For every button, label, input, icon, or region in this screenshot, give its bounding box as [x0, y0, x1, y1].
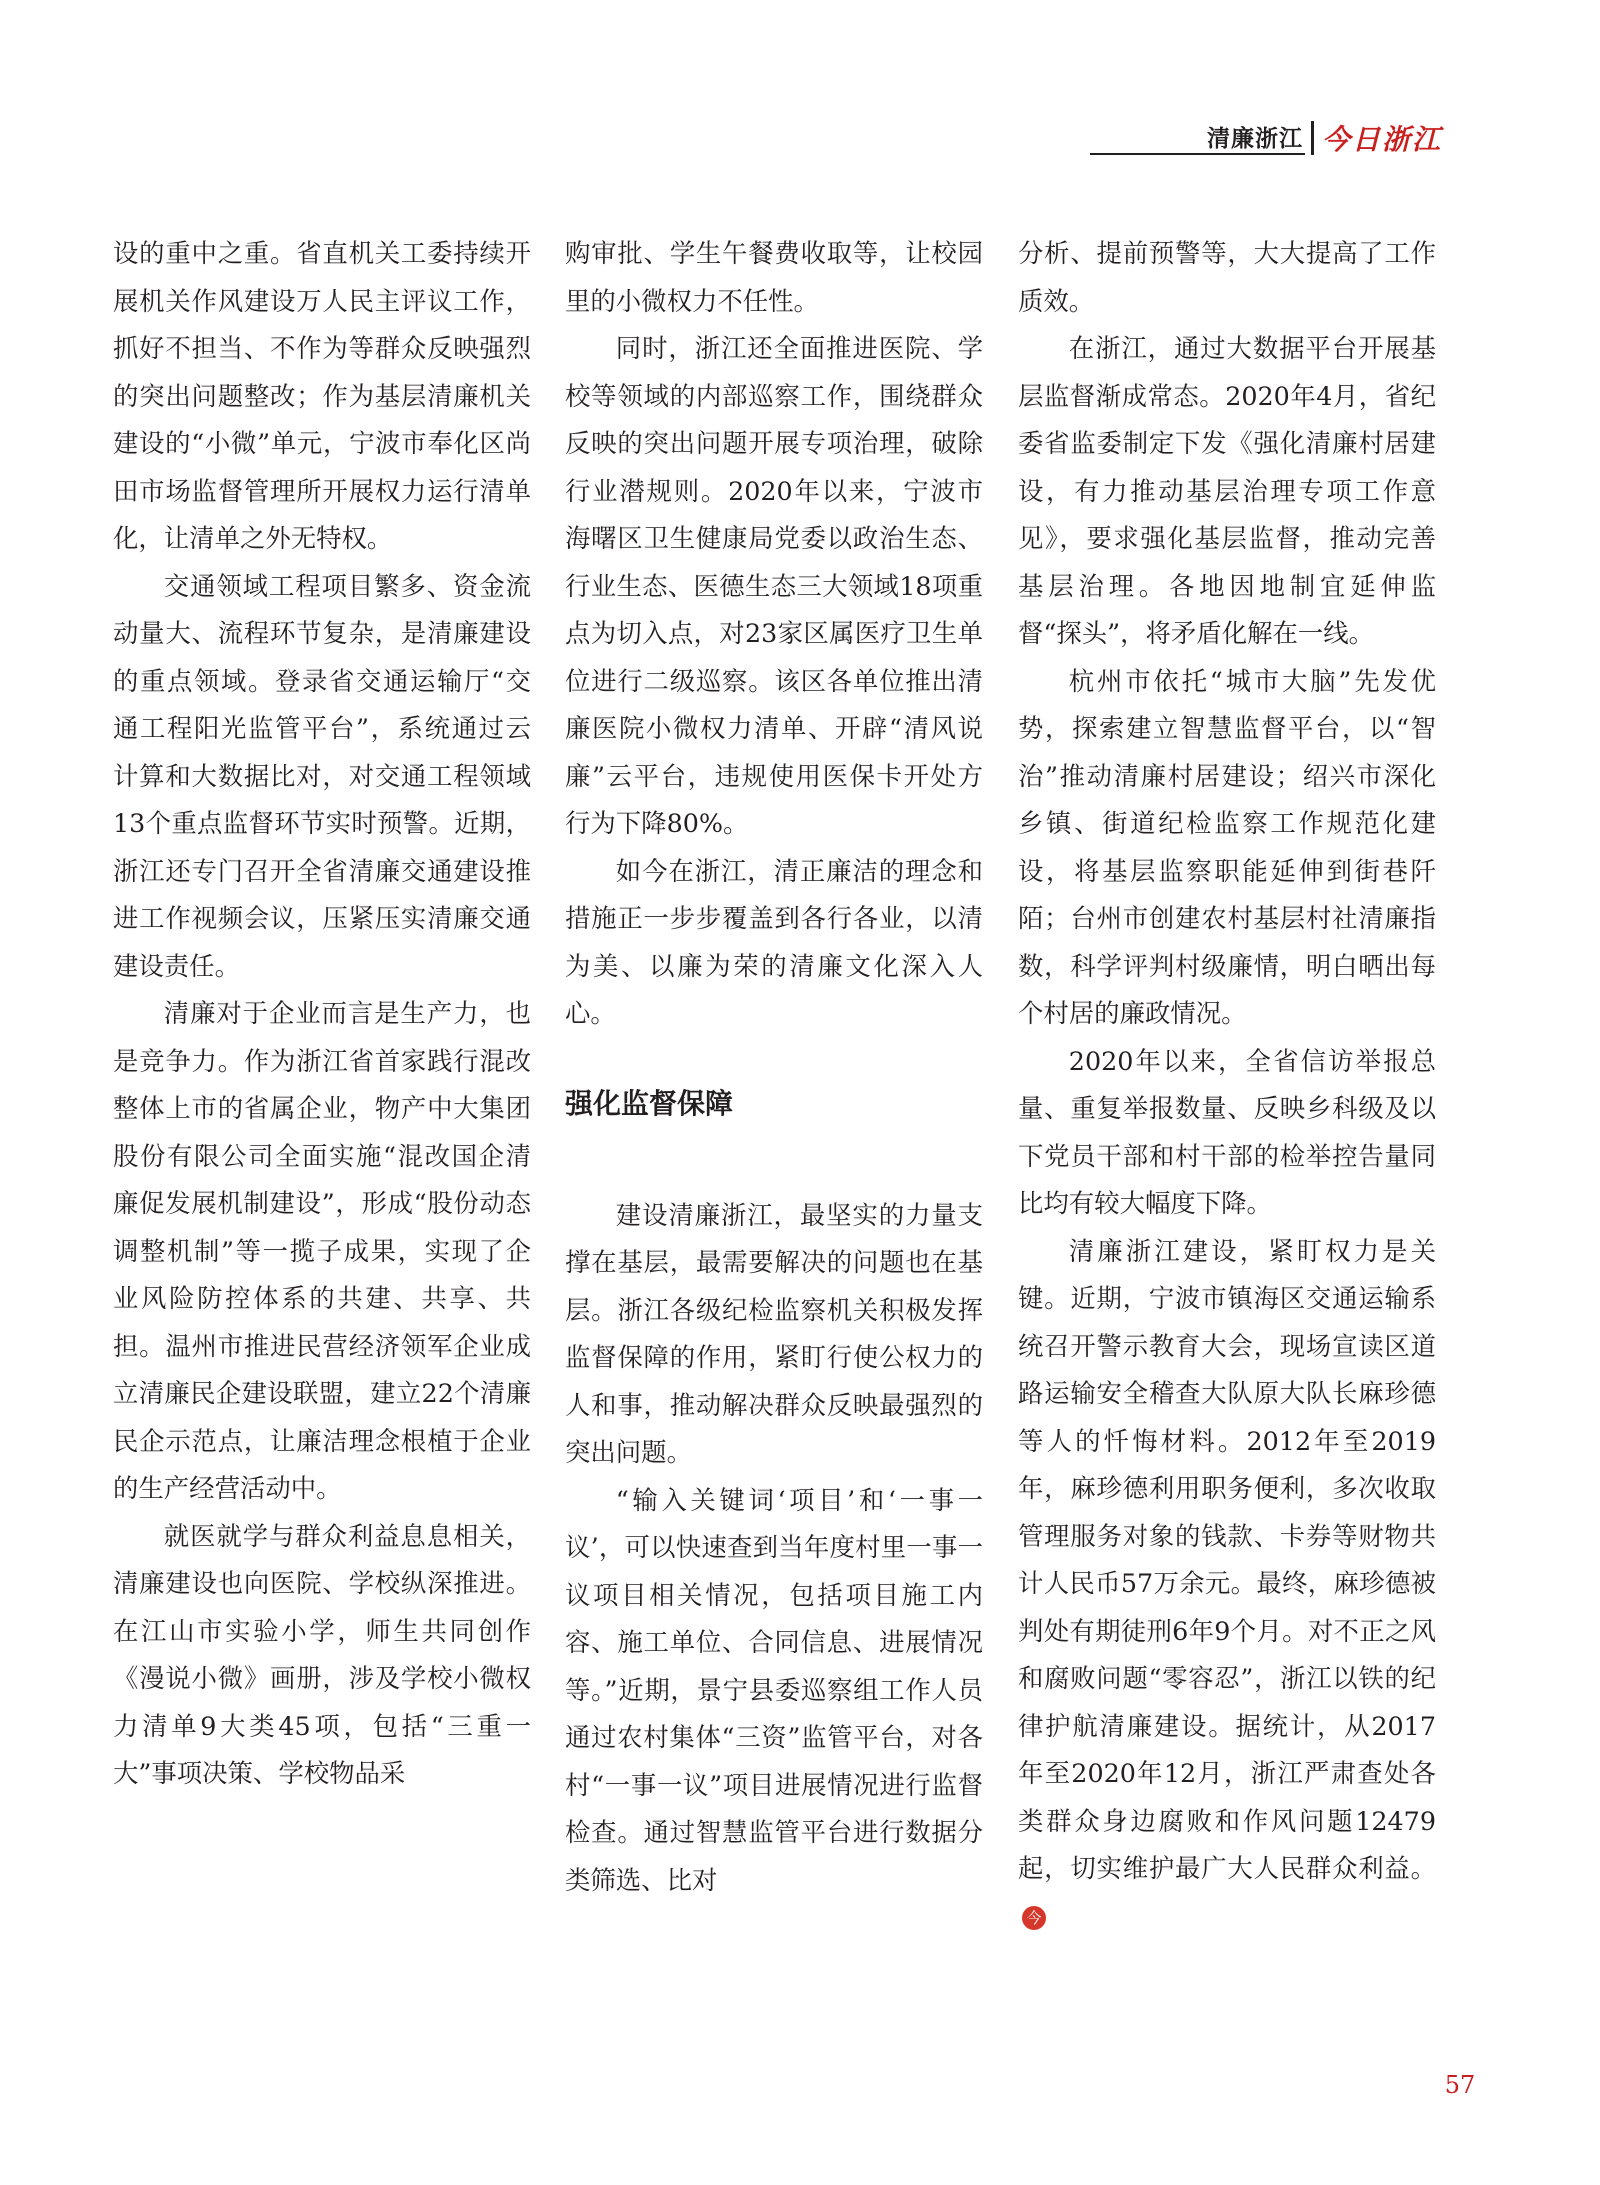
paragraph: 如今在浙江，清正廉洁的理念和措施正一步步覆盖到各行各业，以清为美、以廉为荣的清廉文化深入人心。 [565, 855, 983, 1028]
paragraph: 清廉对于企业而言是生产力，也是竞争力。作为浙江省首家践行混改整体上市的省属企业，物产中大集团股份有限公司全面实施“混改国企清廉促发展机制建设”，形成“股份动态调整机制”等一揽子成果，实现了企业风险防控体系的共建、共享、共担。温州市推进民营经济领军企业成立清廉民企建设联盟，建立22个清廉民企示范点，让廉洁理念根植于企业的生产经营活动中。 [113, 998, 531, 1503]
section-heading: 强化监督保障 [565, 1086, 734, 1120]
magazine-logo: 今日浙江 [1322, 123, 1443, 156]
paragraph: 在浙江，通过大数据平台开展基层监督渐成常态。2020年4月，省纪委省监委制定下发《强化清廉村居建设，有力推动基层治理专项工作意见》，要求强化基层监督，推动完善基层治理。各地因地制宜延伸监督“探头”，将矛盾化解在一线。 [1018, 333, 1436, 648]
paragraph: 就医就学与群众利益息息相关，清廉建设也向医院、学校纵深推进。在江山市实验小学，师生共同创作《漫说小微》画册，涉及学校小微权力清单9大类45项，包括“三重一大”事项决策、学校物品采 [113, 1520, 531, 1788]
page-header [0, 118, 1600, 158]
header-section-title: 清廉浙江 [1207, 126, 1303, 152]
paragraph: 购审批、学生午餐费收取等，让校园里的小微权力不任性。 [565, 238, 983, 316]
spacer [565, 1170, 983, 1192]
paragraph: 2020年以来，全省信访举报总量、重复举报数量、反映乡科级及以下党员干部和村干部的检举控告量同比均有较大幅度下降。 [1018, 1045, 1436, 1218]
end-mark-icon: 今 [1022, 1906, 1046, 1930]
paragraph: 杭州市依托“城市大脑”先发优势，探索建立智慧监督平台，以“智治”推动清廉村居建设；绍兴市深化乡镇、街道纪检监察工作规范化建设，将基层监察职能延伸到街巷阡陌；台州市创建农村基层村社清廉指数，科学评判村级廉情，明白晒出每个村居的廉政情况。 [1018, 665, 1436, 1028]
page-number: 57 [1444, 2071, 1476, 2099]
paragraph: 建设清廉浙江，最坚实的力量支撑在基层，最需要解决的问题也在基层。浙江各级纪检监察机关积极发挥监督保障的作用，紧盯行使公权力的人和事，推动解决群众反映最强烈的突出问题。 [565, 1199, 983, 1467]
paragraph: 设的重中之重。省直机关工委持续开展机关作风建设万人民主评议工作，抓好不担当、不作为等群众反映强烈的突出问题整改；作为基层清廉机关建设的“小微”单元，宁波市奉化区尚田市场监督管理所开展权力运行清单化，让清单之外无特权。 [113, 238, 531, 553]
header-divider [1311, 121, 1314, 155]
paragraph-text: 清廉浙江建设，紧盯权力是关键。近期，宁波市镇海区交通运输系统召开警示教育大会，现场宣读区道路运输安全稽查大队原大队长麻珍德等人的忏悔材料。2012年至2019年，麻珍德利用职务便利，多次收取管理服务对象的钱款、卡券等财物共计人民币57万余元。最终，麻珍德被判处有期徒刑6年9个月。对不正之风和腐败问题“零容忍”，浙江以铁的纪律护航清廉建设。据统计，从2017年至2020年12月，浙江严肃查处各类群众身边腐败和作风问题12479起，切实维护最广大人民群众利益。 [1018, 1235, 1436, 1883]
paragraph: 分析、提前预警等，大大提高了工作质效。 [1018, 238, 1436, 316]
paragraph: 同时，浙江还全面推进医院、学校等领域的内部巡察工作，围绕群众反映的突出问题开展专项治理，破除行业潜规则。2020年以来，宁波市海曙区卫生健康局党委以政治生态、行业生态、医德生态三大领域18项重点为切入点，对23家区属医疗卫生单位进行二级巡察。该区各单位推出清廉医院小微权力清单、开辟“清风说廉”云平台，违规使用医保卡开处方行为下降80%。 [565, 333, 983, 838]
column-2 [565, 230, 983, 1904]
column-3 [1018, 230, 1436, 1940]
paragraph-final [1018, 1228, 1436, 1941]
paragraph: 交通领域工程项目繁多、资金流动量大、流程环节复杂，是清廉建设的重点领域。登录省交通运输厅“交通工程阳光监管平台”，系统通过云计算和大数据比对，对交通工程领域13个重点监督环节实时预警。近期，浙江还专门召开全省清廉交通建设推进工作视频会议，压紧压实清廉交通建设责任。 [113, 570, 531, 981]
header-rule [1090, 153, 1305, 155]
paragraph: “输入关键词‘项目’和‘一事一议’，可以快速查到当年度村里一事一议项目相关情况，包括项目施工内容、施工单位、合同信息、进展情况等。”近期，景宁县委巡察组工作人员通过农村集体“三资”监管平台，对各村“一事一议”项目进展情况进行监督检查。通过智慧监管平台进行数据分类筛选、比对 [565, 1484, 983, 1895]
column-1 [113, 230, 531, 1798]
